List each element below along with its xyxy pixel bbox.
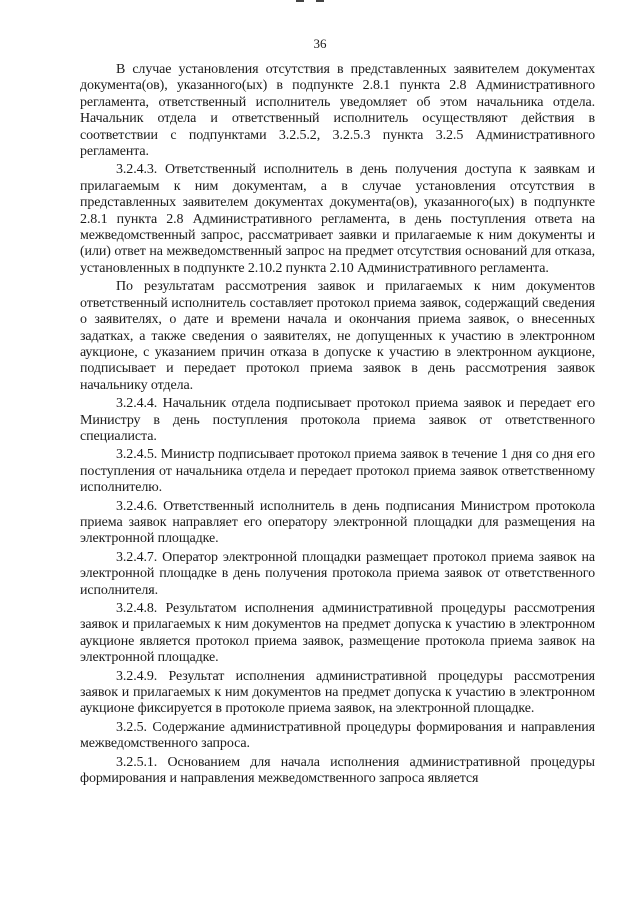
paragraph-3-2-5: 3.2.5. Содержание административной процедуры формирования и направления межведомственного запроса. — [80, 719, 595, 752]
paragraph-3-2-4-3: 3.2.4.3. Ответственный исполнитель в день получения доступа к заявкам и прилагаемым к ним документам, а в случае установления отсутствия в представленных заявителем документах документа(ов), указанного(ых) в подпункте 2.8.1 пункта 2.8 Административного регламента, в день поступления ответа на межведомственный запрос, рассматривает заявки и прилагаемые к ним документы и (или) ответ на межведомственный запрос на предмет отсутствия оснований для отказа, установленных в подпункте 2.10.2 пункта 2.10 Административного регламента. — [80, 162, 595, 276]
page-top-mark — [292, 0, 332, 6]
page-number: 36 — [313, 36, 327, 51]
paragraph-3-2-4-9: 3.2.4.9. Результат исполнения административной процедуры рассмотрения заявок и прилагаемых к ним документов на предмет допуска к участию в электронном аукционе фиксируется в протоколе приема заявок, на электронной площадке. — [80, 668, 595, 717]
paragraph-3-2-4-5: 3.2.4.5. Министр подписывает протокол приема заявок в течение 1 дня со дня его поступления от начальника отдела и передает протокол приема заявок ответственному исполнителю. — [80, 447, 595, 496]
paragraph-3-2-4-8: 3.2.4.8. Результатом исполнения административной процедуры рассмотрения заявок и прилагаемых к ним документов на предмет допуска к участию в электронном аукционе является протокол приема заявок, размещение протокола приема заявок на электронной площадке. — [80, 601, 595, 666]
paragraph-1: В случае установления отсутствия в представленных заявителем документах документа(ов), указанного(ых) в подпункте 2.8.1 пункта 2.8 Административного регламента, ответственный исполнитель уведомляет об этом начальника отдела. Начальник отдела и ответственный исполнитель осуществляют действия в соответствии с подпунктами 3.2.5.2, 3.2.5.3 пункта 3.2.5 Административного регламента. — [80, 62, 595, 160]
document-body — [80, 62, 595, 787]
paragraph-results: По результатам рассмотрения заявок и прилагаемых к ним документов ответственный исполнитель составляет протокол приема заявок, содержащий сведения о заявителях, о дате и времени начала и окончания приема заявок, о внесенных задатках, а также сведения о заявителях, не допущенных к участию в электронном аукционе, с указанием причин отказа в допуске к участию в электронном аукционе, подписывает и передает протокол приема заявок в день рассмотрения заявок начальнику отдела. — [80, 279, 595, 393]
paragraph-3-2-4-4: 3.2.4.4. Начальник отдела подписывает протокол приема заявок и передает его Министру в день поступления протокола приема заявок от ответственного специалиста. — [80, 396, 595, 444]
paragraph-3-2-4-7: 3.2.4.7. Оператор электронной площадки размещает протокол приема заявок на электронной площадке в день получения протокола приема заявок от ответственного исполнителя. — [80, 549, 595, 598]
paragraph-3-2-5-1: 3.2.5.1. Основанием для начала исполнения административной процедуры формирования и направления межведомственного запроса является — [80, 754, 595, 787]
paragraph-3-2-4-6: 3.2.4.6. Ответственный исполнитель в день подписания Министром протокола приема заявок направляет его оператору электронной площадки для размещения на электронной площадке. — [80, 498, 595, 547]
